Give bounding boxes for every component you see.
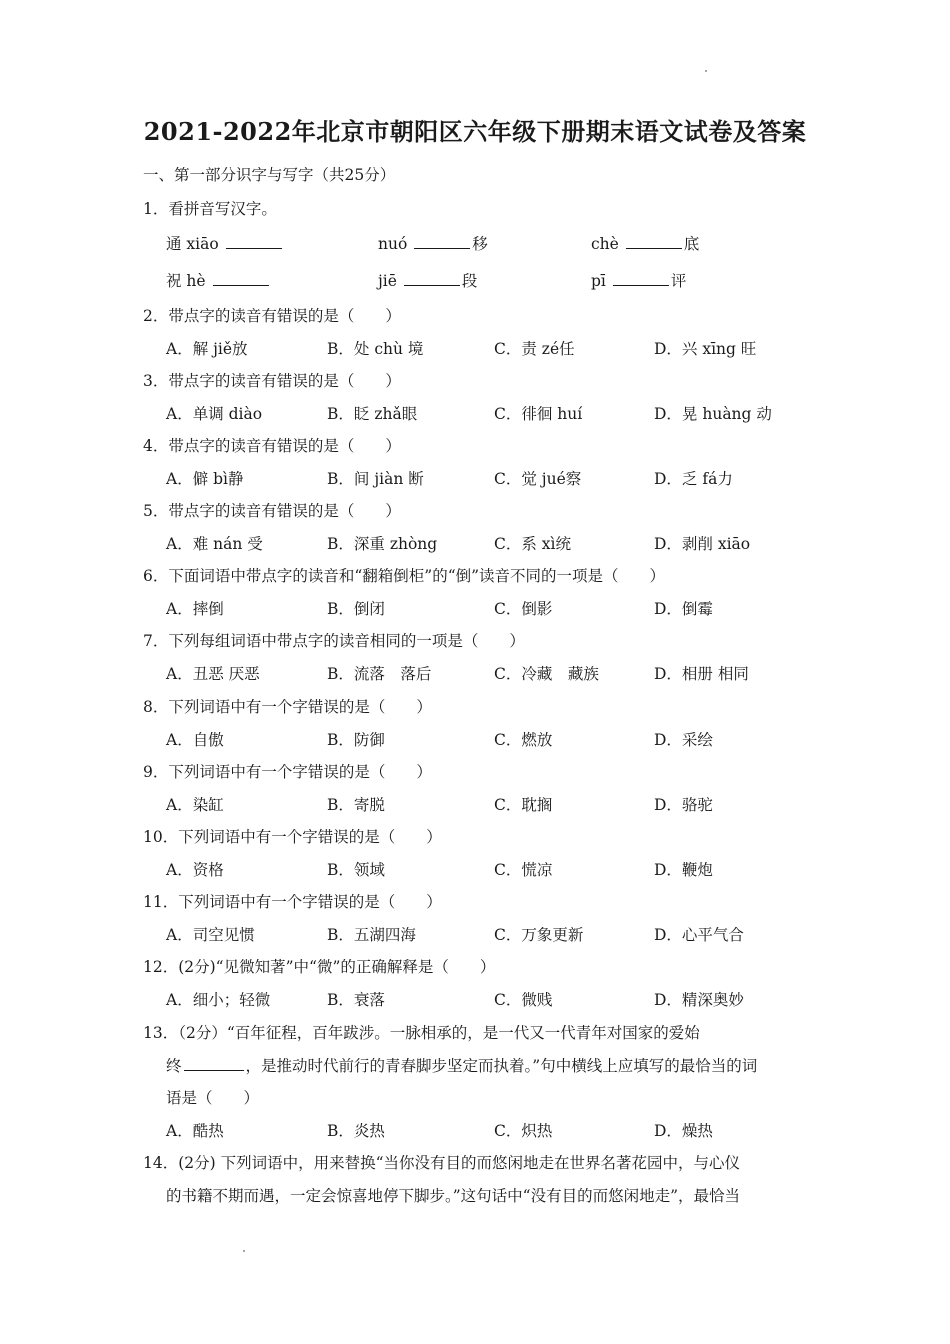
option-a[interactable]: A．僻 bì静: [166, 470, 244, 488]
option-b[interactable]: B．防御: [327, 731, 385, 749]
pinyin-item: [166, 271, 271, 291]
option-c[interactable]: C．万象更新: [494, 926, 584, 944]
option-b[interactable]: B．五湖四海: [327, 926, 416, 944]
option-b[interactable]: B．流落 落后: [327, 665, 432, 683]
option-c[interactable]: C．慌凉: [494, 861, 553, 879]
answer-blank[interactable]: [414, 234, 470, 249]
question-stem: 7．下列每组词语中带点字的读音相同的一项是（ ）: [143, 632, 525, 650]
pinyin-item: [591, 234, 699, 254]
option-b[interactable]: B．深重 zhòng: [327, 535, 438, 553]
option-d[interactable]: D．心平气合: [654, 926, 744, 944]
question-stem-continued: [166, 1056, 757, 1076]
option-b[interactable]: B．处 chù 境: [327, 340, 424, 358]
option-c[interactable]: C．倒影: [494, 600, 553, 618]
question-stem: 12．(2分)“见微知著”中“微”的正确解释是（ ）: [143, 958, 496, 976]
option-d[interactable]: D．骆驼: [654, 796, 713, 814]
answer-blank[interactable]: [213, 271, 269, 286]
pinyin-item: [378, 271, 477, 291]
option-d[interactable]: D．晃 huàng 动: [654, 405, 772, 423]
option-d[interactable]: D．采绘: [654, 731, 713, 749]
option-a[interactable]: A．染缸: [166, 796, 224, 814]
section-heading: 一、第一部分识字与写字（共25分）: [143, 166, 396, 184]
option-c[interactable]: C．微贱: [494, 991, 553, 1009]
option-d[interactable]: D．乏 fá力: [654, 470, 733, 488]
option-d[interactable]: D．燥热: [654, 1122, 713, 1140]
pinyin-suffix: 底: [683, 235, 700, 253]
option-d[interactable]: D．精深奥妙: [654, 991, 744, 1009]
page-title: 2021-2022年北京市朝阳区六年级下册期末语文试卷及答案: [143, 117, 807, 146]
question-stem: 1．看拼音写汉字。: [143, 200, 277, 218]
pinyin-suffix: 段: [461, 272, 478, 290]
option-b[interactable]: B．炎热: [327, 1122, 385, 1140]
option-a[interactable]: A．摔倒: [166, 600, 224, 618]
option-b[interactable]: B．倒闭: [327, 600, 385, 618]
pinyin-text: 祝 hè: [166, 272, 206, 290]
stem-text: 终: [166, 1057, 182, 1075]
question-stem: 8．下列词语中有一个字错误的是（ ）: [143, 698, 432, 716]
question-stem: 14．(2分) 下列词语中，用来替换“当你没有目的而悠闲地走在世界名著花园中，与心仪: [143, 1154, 741, 1172]
option-b[interactable]: B．间 jiàn 断: [327, 470, 424, 488]
option-d[interactable]: D．兴 xīng 旺: [654, 340, 757, 358]
question-stem: 3．带点字的读音有错误的是（ ）: [143, 372, 401, 390]
option-a[interactable]: A．司空见惯: [166, 926, 255, 944]
pinyin-text: 通 xiāo: [166, 235, 219, 253]
stem-text: ，是推动时代前行的青春脚步坚定而执着。”句中横线上应填写的最恰当的词: [245, 1057, 758, 1075]
option-d[interactable]: D．相册 相同: [654, 665, 749, 683]
option-c[interactable]: C．系 xì统: [494, 535, 571, 553]
option-c[interactable]: C．徘徊 huí: [494, 405, 583, 423]
question-stem: 2．带点字的读音有错误的是（ ）: [143, 307, 401, 325]
option-c[interactable]: C．冷藏 藏族: [494, 665, 599, 683]
option-b[interactable]: B．寄脱: [327, 796, 385, 814]
pinyin-item: [166, 234, 284, 254]
option-d[interactable]: D．剥削 xiāo: [654, 535, 751, 553]
option-a[interactable]: A．细小；轻微: [166, 991, 271, 1009]
option-d[interactable]: D．鞭炮: [654, 861, 713, 879]
question-stem: 9．下列词语中有一个字错误的是（ ）: [143, 763, 432, 781]
pinyin-text: jiē: [378, 272, 397, 290]
answer-blank[interactable]: [626, 234, 682, 249]
option-a[interactable]: A．资格: [166, 861, 224, 879]
scan-dot: [705, 70, 707, 72]
option-c[interactable]: C．耽搁: [494, 796, 553, 814]
option-a[interactable]: A．丑恶 厌恶: [166, 665, 260, 683]
option-d[interactable]: D．倒霉: [654, 600, 713, 618]
option-c[interactable]: C．炽热: [494, 1122, 553, 1140]
pinyin-text: pī: [591, 272, 606, 290]
option-b[interactable]: B．眨 zhǎ眼: [327, 405, 418, 423]
answer-blank[interactable]: [613, 271, 669, 286]
pinyin-suffix: 评: [670, 272, 687, 290]
answer-blank[interactable]: [226, 234, 282, 249]
question-stem: 11．下列词语中有一个字错误的是（ ）: [143, 893, 442, 911]
option-a[interactable]: A．自傲: [166, 731, 224, 749]
option-b[interactable]: B．领域: [327, 861, 385, 879]
question-stem-continued: 的书籍不期而遇，一定会惊喜地停下脚步。”这句话中“没有目的而悠闲地走”，最恰当: [166, 1187, 741, 1205]
scan-dot: [243, 1250, 245, 1252]
option-c[interactable]: C．燃放: [494, 731, 553, 749]
pinyin-item: [378, 234, 488, 254]
option-c[interactable]: C．觉 jué察: [494, 470, 582, 488]
pinyin-text: chè: [591, 235, 619, 253]
question-stem: 6．下面词语中带点字的读音和“翻箱倒柜”的“倒”读音不同的一项是（ ）: [143, 567, 666, 585]
pinyin-item: [591, 271, 686, 291]
option-c[interactable]: C．责 zé任: [494, 340, 575, 358]
answer-blank[interactable]: [184, 1056, 244, 1071]
answer-blank[interactable]: [404, 271, 460, 286]
question-stem: 13．（2分）“百年征程，百年跋涉。一脉相承的，是一代又一代青年对国家的爱始: [143, 1024, 700, 1042]
pinyin-suffix: 移: [472, 235, 488, 253]
question-stem: 4．带点字的读音有错误的是（ ）: [143, 437, 401, 455]
question-stem: 5．带点字的读音有错误的是（ ）: [143, 502, 401, 520]
pinyin-text: nuó: [378, 235, 408, 253]
question-stem-continued: 语是（ ）: [166, 1089, 260, 1107]
option-b[interactable]: B．衰落: [327, 991, 385, 1009]
option-a[interactable]: A．解 jiě放: [166, 340, 248, 358]
question-stem: 10．下列词语中有一个字错误的是（ ）: [143, 828, 442, 846]
option-a[interactable]: A．单调 diào: [166, 405, 263, 423]
option-a[interactable]: A．难 nán 受: [166, 535, 263, 553]
option-a[interactable]: A．酷热: [166, 1122, 224, 1140]
